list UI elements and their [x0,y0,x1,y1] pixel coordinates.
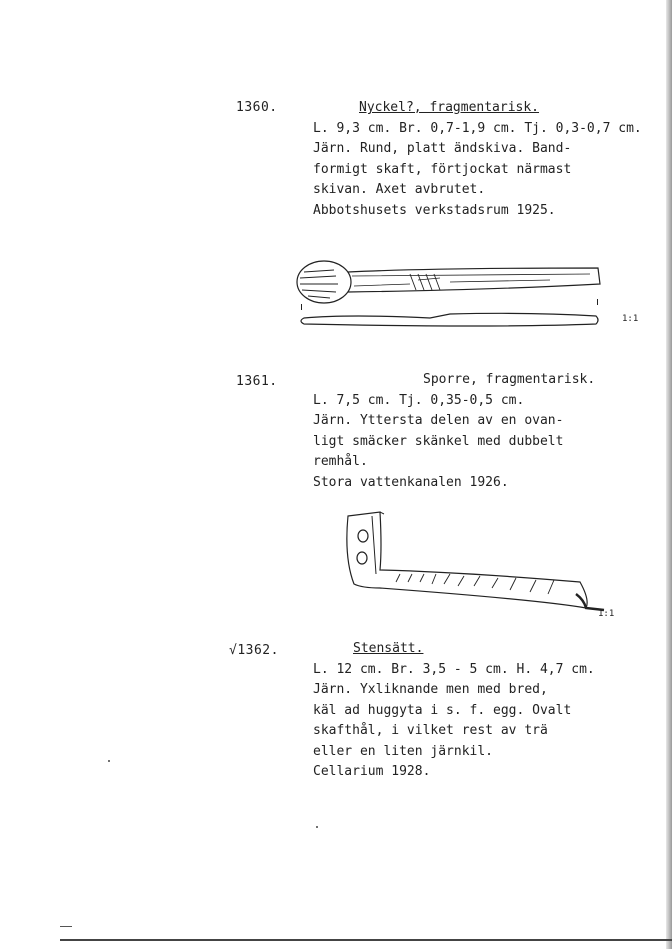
entry-line: L. 12 cm. Br. 3,5 - 5 cm. H. 4,7 cm. [313,661,595,677]
page-bottom-edge [60,939,672,941]
catalogue-entry [313,98,642,221]
entry-line: remhål. [313,454,368,469]
catalogue-entry [313,639,595,783]
entry-title [313,98,642,119]
entry-line: käl ad huggyta i s. f. egg. Ovalt [313,702,572,718]
entry-number: 1360. [236,100,278,115]
entry-line: L. 9,3 cm. Br. 0,7-1,9 cm. Tj. 0,3-0,7 cm. [313,120,642,136]
entry-line: ligt smäcker skänkel med dubbelt [313,433,564,449]
key-drawing [290,262,610,342]
entry-line: Abbotshusets verkstadsrum 1925. [313,202,556,218]
entry-title [313,639,595,660]
entry-line: Järn. Yttersta delen av en ovan- [313,413,564,428]
page-bottom-mark [60,926,72,927]
page-edge-shadow [666,0,672,949]
scale-tick [597,299,598,305]
entry-number: 1361. [236,374,278,389]
catalogue-entry [313,370,595,493]
entry-title-text: Nyckel?, fragmentarisk. [359,100,540,115]
scale-tick [301,304,302,310]
entry-line: Cellarium 1928. [313,764,431,779]
scale-label: 1:1 [598,609,615,619]
entry-line: skafthål, i vilket rest av trä [313,723,548,738]
entry-number: √1362. [229,643,279,658]
entry-line: Järn. Yxliknande men med bred, [313,682,548,697]
entry-title-text: Stensätt. [353,641,424,656]
scale-label: 1:1 [622,314,639,324]
entry-line: Järn. Rund, platt ändskiva. Band- [313,141,572,156]
entry-line: formigt skaft, förtjockat närmast [313,161,572,177]
paper-speck [316,826,318,828]
entry-line: eller en liten järnkil. [313,743,494,759]
entry-line: Stora vattenkanalen 1926. [313,474,509,490]
entry-line: L. 7,5 cm. Tj. 0,35-0,5 cm. [313,392,525,408]
paper-speck [108,760,110,762]
entry-title: Sporre, fragmentarisk. [423,372,596,387]
spur-drawing [340,508,620,618]
entry-line: skivan. Axet avbrutet. [313,182,486,197]
